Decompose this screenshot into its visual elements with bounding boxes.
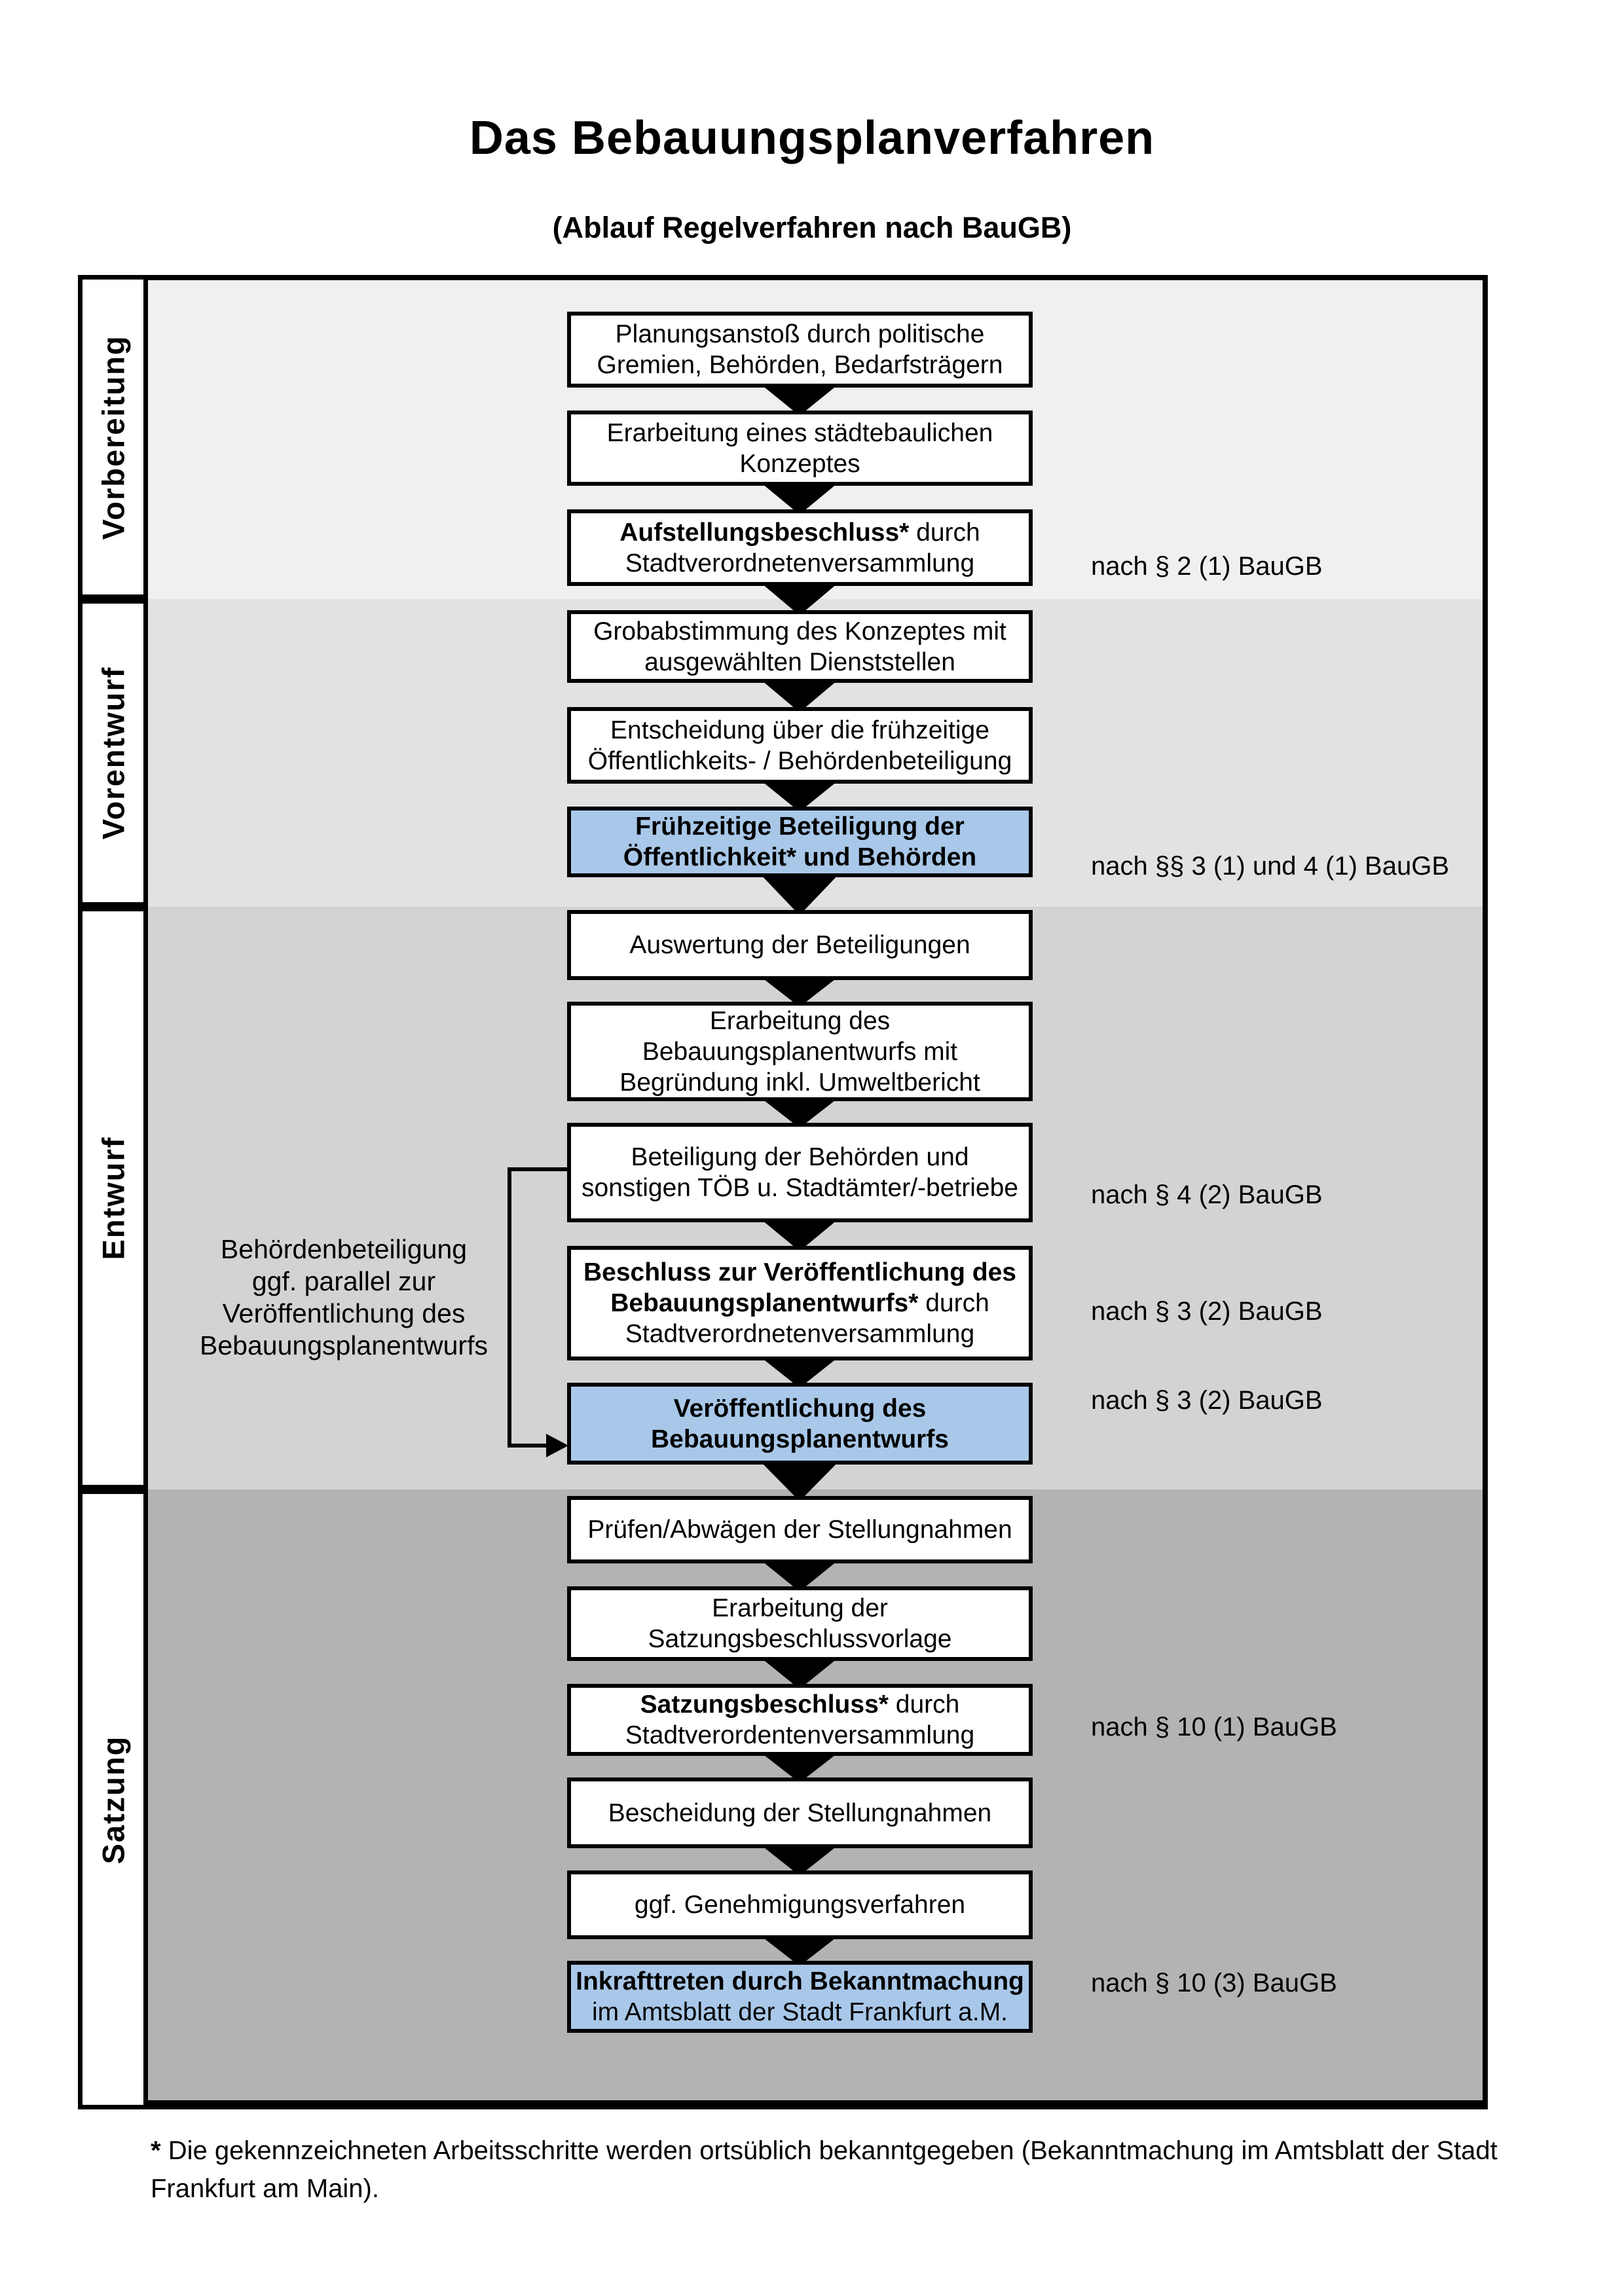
flow-step-staedtebauliches-konzept: Erarbeitung eines städtebaulichen Konzeptes (567, 410, 1033, 486)
flow-step-genehmigungsverfahren: ggf. Genehmigungsverfahren (567, 1870, 1033, 1939)
flow-step-pruefen-abwaegen: Prüfen/Abwägen der Stellungnahmen (567, 1496, 1033, 1563)
legal-ref-1: nach § 2 (1) BauGB (1091, 552, 1323, 581)
flow-step-beschluss-veroeffentlichung: Beschluss zur Veröffentlichung des Bebauungsplanentwurfs* durch Stadtverordnetenversammlung (567, 1246, 1033, 1360)
flow-step-inkrafttreten: Inkrafttreten durch Bekanntmachung im Amtsblatt der Stadt Frankfurt a.M. (567, 1961, 1033, 2033)
flow-step-grobabstimmung: Grobabstimmung des Konzeptes mit ausgewählten Dienststellen (567, 610, 1033, 683)
legal-ref-3: nach § 4 (2) BauGB (1091, 1180, 1323, 1209)
flow-step-entscheidung-beteiligung: Entscheidung über die frühzeitige Öffentlichkeits- / Behördenbeteiligung (567, 707, 1033, 784)
footnote: * Die gekennzeichneten Arbeitsschritte werden ortsüblich bekanntgegeben (Bekanntmachung im Amtsblatt der Stadt Frankfurt am Main). (151, 2136, 1498, 2203)
diagram-frame (78, 275, 1488, 2109)
phase-label-vorentwurf: Vorentwurf (78, 599, 148, 907)
flow-step-planungsanstoss: Planungsanstoß durch politische Gremien, Behörden, Bedarfsträgern (567, 312, 1033, 388)
page-subtitle: (Ablauf Regelverfahren nach BauGB) (552, 211, 1072, 244)
phase-label-vorbereitung: Vorbereitung (78, 275, 148, 599)
flow-step-erarbeitung-entwurf: Erarbeitung des Bebauungsplanentwurfs mit Begründung inkl. Umweltbericht (567, 1002, 1033, 1101)
legal-ref-4: nach § 3 (2) BauGB (1091, 1297, 1323, 1326)
flow-step-bescheidung: Bescheidung der Stellungnahmen (567, 1777, 1033, 1848)
phase-label-satzung: Satzung (78, 1489, 148, 2109)
flow-step-auswertung: Auswertung der Beteiligungen (567, 910, 1033, 980)
flow-step-beteiligung-behoerden: Beteiligung der Behörden und sonstigen TÖB u. Stadtämter/-betriebe (567, 1123, 1033, 1222)
side-note-behoerdenbeteiligung: Behördenbeteiligung ggf. parallel zur Veröffentlichung des Bebauungsplanentwurfs (200, 1234, 488, 1360)
flow-step-veroeffentlichung: Veröffentlichung des Bebauungsplanentwurfs (567, 1383, 1033, 1465)
flow-step-fruehzeitige-beteiligung: Frühzeitige Beteiligung der Öffentlichkeit* und Behörden (567, 807, 1033, 877)
flow-step-satzungsbeschlussvorlage: Erarbeitung der Satzungsbeschlussvorlage (567, 1586, 1033, 1661)
legal-ref-2: nach §§ 3 (1) und 4 (1) BauGB (1091, 852, 1449, 881)
page-title: Das Bebauungsplanverfahren (469, 112, 1155, 164)
phase-label-entwurf: Entwurf (78, 907, 148, 1489)
legal-ref-7: nach § 10 (3) BauGB (1091, 1969, 1337, 1997)
legal-ref-6: nach § 10 (1) BauGB (1091, 1713, 1337, 1741)
flow-step-aufstellungsbeschluss: Aufstellungsbeschluss* durch Stadtverordnetenversammlung (567, 509, 1033, 586)
flow-step-satzungsbeschluss: Satzungsbeschluss* durch Stadtverordentenversammlung (567, 1684, 1033, 1756)
legal-ref-5: nach § 3 (2) BauGB (1091, 1386, 1323, 1415)
